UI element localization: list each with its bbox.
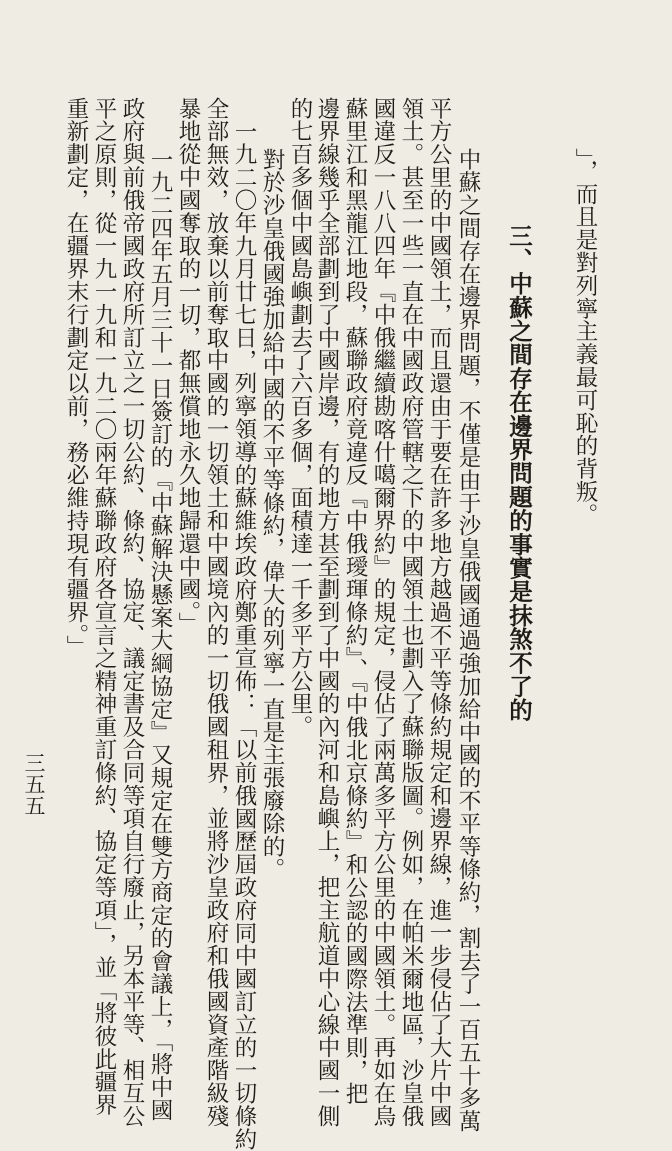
text-line: 」，而且是對列寧主義最可恥的背叛。 bbox=[572, 148, 598, 527]
text-line: 的七百多個中國島嶼劃去了六百多個，面積達一千多平方公里。 bbox=[287, 97, 313, 739]
text-line: 國違反一八八四年『中俄繼續勘喀什噶爾界約』的規定，侵佔了兩萬多平方公里的中國領土。再如在烏 bbox=[370, 97, 396, 1128]
text-line: 一九二四年五月三十一日簽訂的『中蘇解決懸案大綱協定』又規定在雙方商定的會議上，「將中國 bbox=[147, 148, 173, 1122]
text-line: 平方公里的中國領土，而且還由于要在許多地方越過不平等條約規定和邊界線，進一步侵佔了大片中國 bbox=[426, 97, 452, 1128]
text-line: 蘇里江和黑龍江地段，蘇聯政府竟違反『中俄璦琿條約』、『中俄北京條約』和公認的國際法準則，把 bbox=[342, 97, 368, 1105]
text-line: 一九二〇年九月廿七日，列寧領導的蘇維埃政府鄭重宣佈：「以前俄國歷屆政府同中國訂立的一切條約 bbox=[231, 120, 257, 1151]
text-line: 重新劃定，在疆界末行劃定以前，務必維持現有疆界。」 bbox=[63, 97, 89, 659]
text-line: 平之原則，從一九一九和一九二〇兩年蘇聯政府各宣言之精神重訂條約、協定等項」，並「將彼此疆界 bbox=[91, 97, 117, 1117]
text-line: 暴地從中國奪取的一切，都無償地永久地歸還中國。」 bbox=[175, 97, 201, 636]
text-line: 中蘇之間存在邊界問題，不僅是由于沙皇俄國通過強加給中國的不平等條約，割去了一百五十多萬 bbox=[455, 148, 481, 1133]
section-heading: 三、中蘇之間存在邊界問題的事實是抹煞不了的 bbox=[505, 224, 533, 722]
text-line: 對於沙皇俄國強加給中國的不平等條約，偉大的列寧一直是主張廢除的。 bbox=[259, 148, 285, 881]
text-line: 邊界線幾乎全部劃到了中國岸邊，有的地方甚至劃到了中國的內河和島嶼上，把主航道中心線中國一側 bbox=[314, 97, 340, 1128]
text-line: 全部無效，放棄以前奪取中國的一切領土和中國境內的一切俄國租界，並將沙皇政府和俄國資產階級殘 bbox=[203, 97, 229, 1128]
page-number: 三五五 bbox=[22, 752, 46, 817]
text-line: 政府與前俄帝國政府所訂立之一切公約、條約、協定、議定書及合同等項自行廢止，另本平等、相互公 bbox=[119, 97, 145, 1128]
text-line: 領土。甚至一些一直在中國政府管轄之下的中國領土也劃入了蘇聯版圖。例如，在帕米爾地區，沙皇俄 bbox=[398, 97, 424, 1128]
